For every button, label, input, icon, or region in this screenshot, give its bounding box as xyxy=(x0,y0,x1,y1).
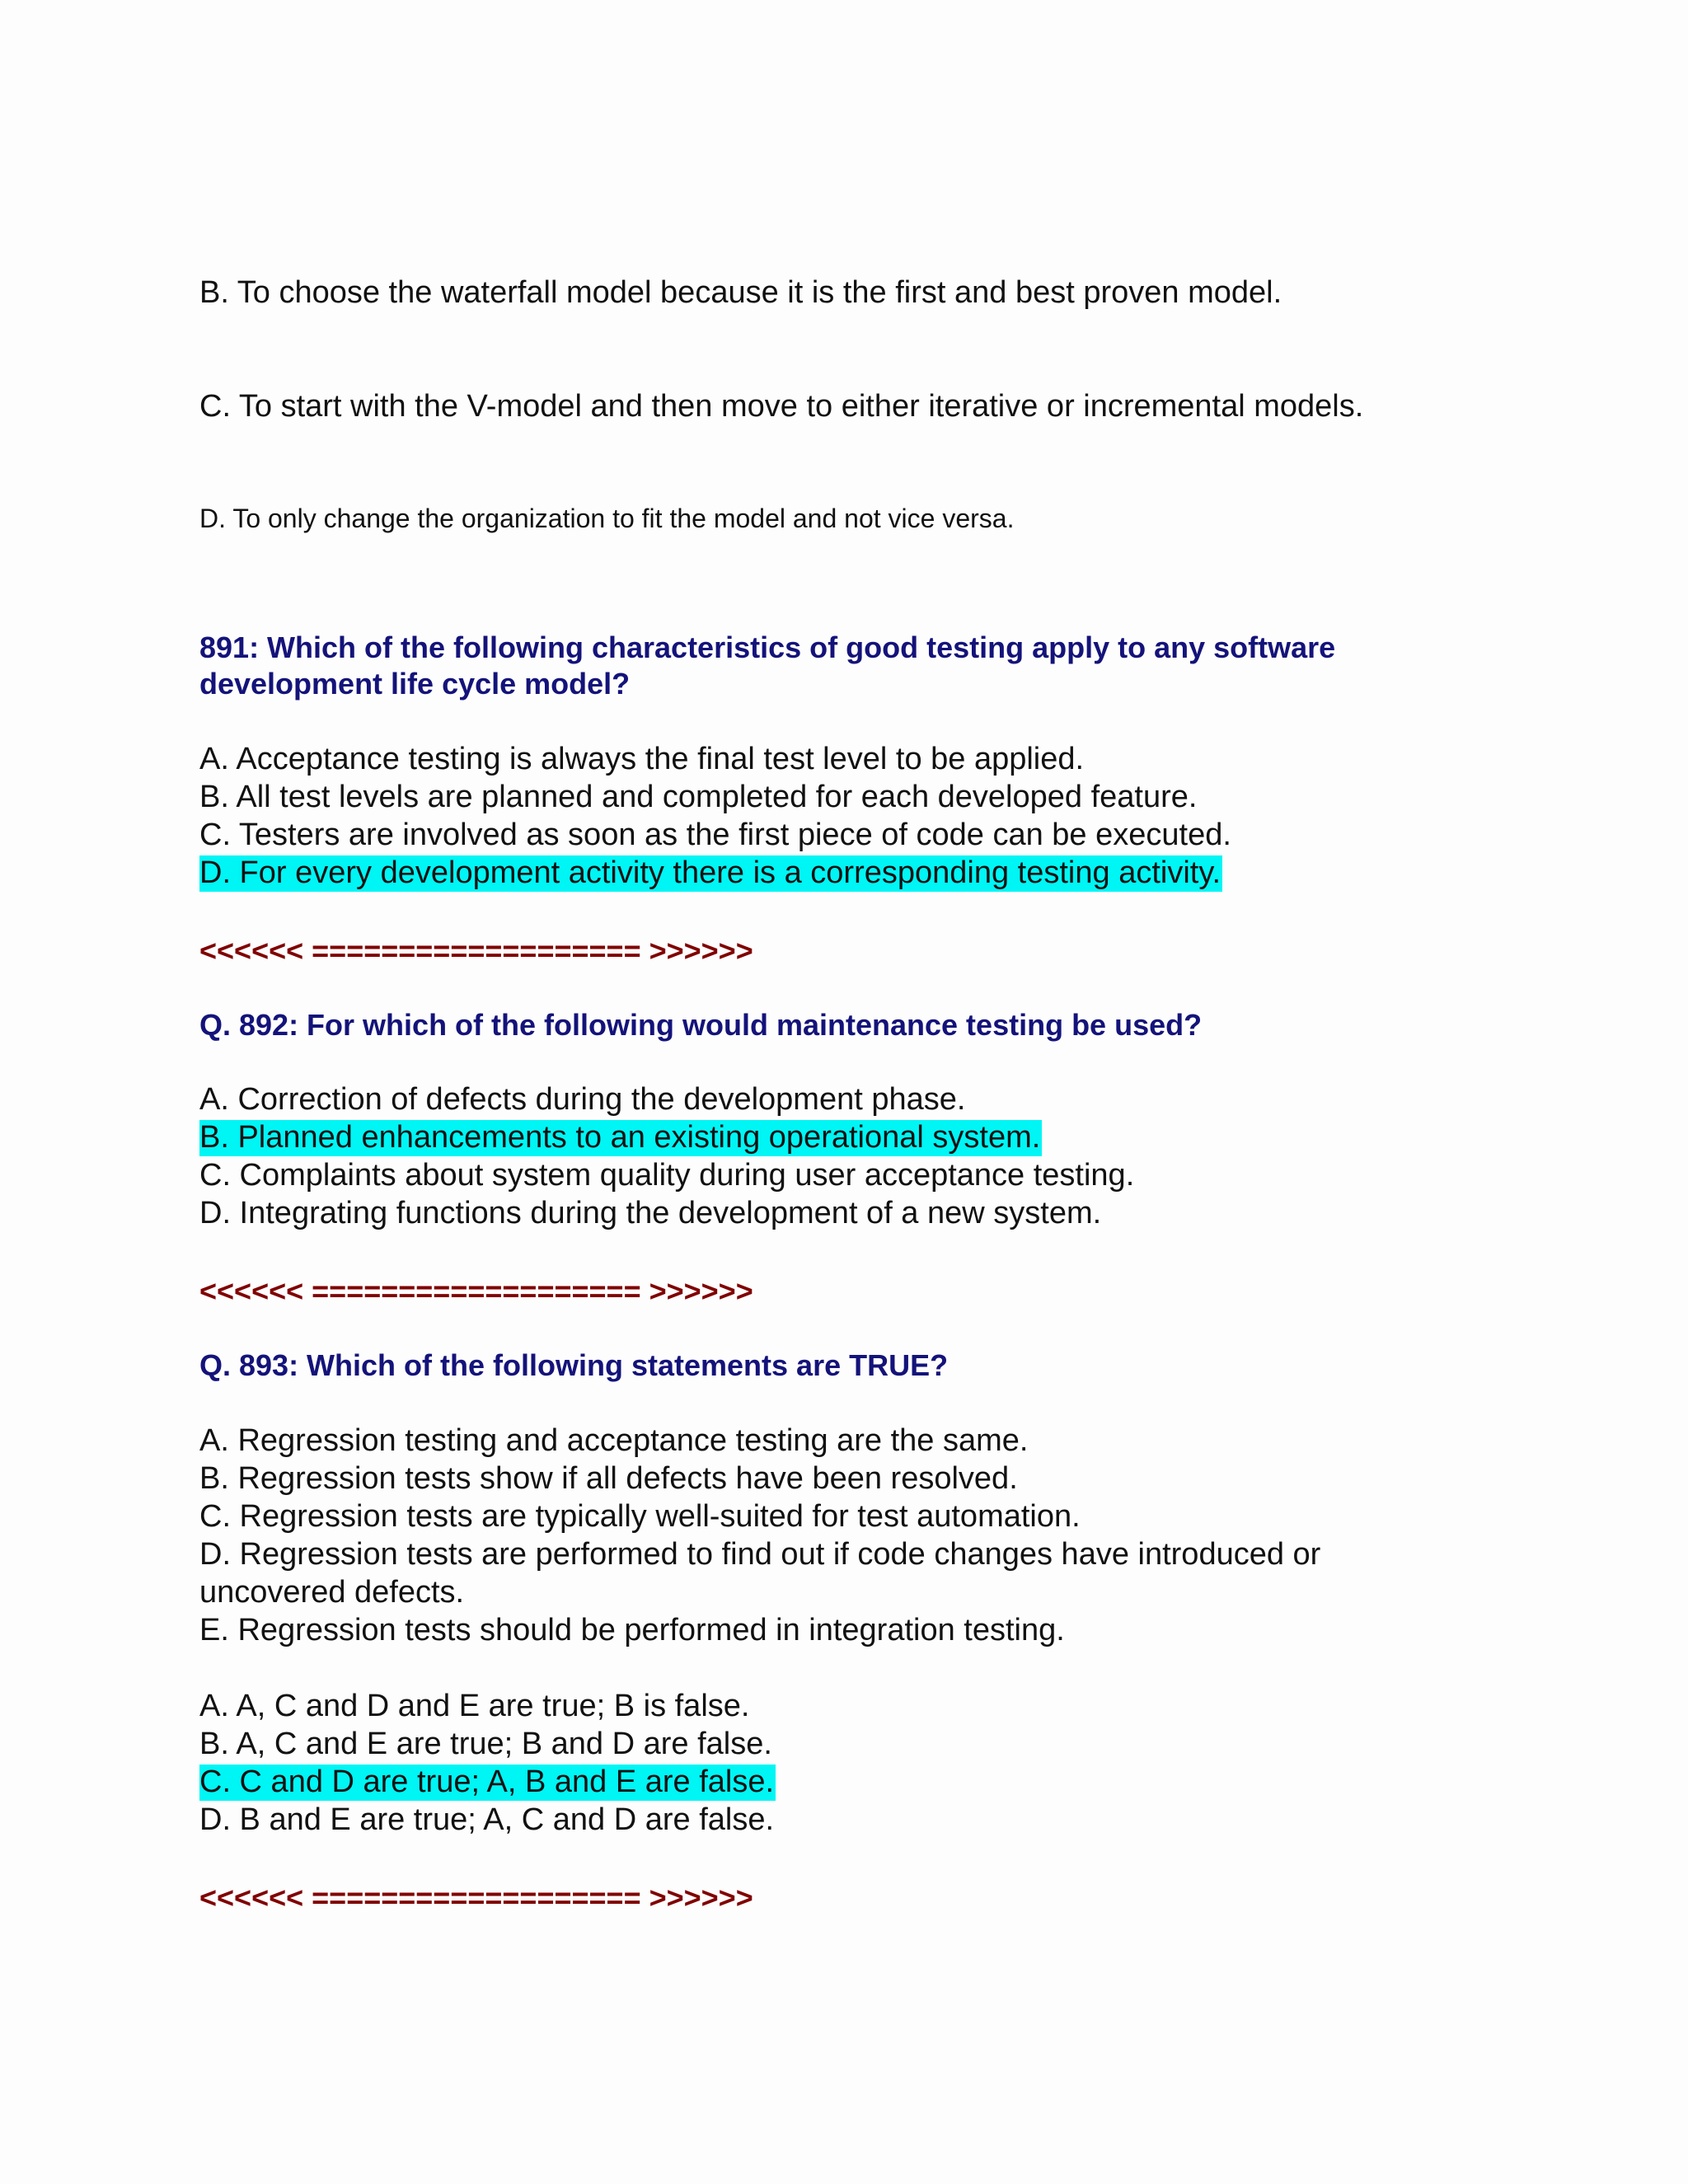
q891-option-a: A. Acceptance testing is always the final test level to be applied. xyxy=(199,742,1085,776)
q893-statement-c: C. Regression tests are typically well-suited for test automation. xyxy=(199,1499,1081,1534)
q893-option-a: A. A, C and D and E are true; B is false. xyxy=(199,1689,750,1723)
q891-option-c: C. Testers are involved as soon as the first piece of code can be executed. xyxy=(199,818,1231,852)
q893-option-b: B. A, C and E are true; B and D are false. xyxy=(199,1727,772,1761)
q891-option-d-highlighted xyxy=(199,855,1222,892)
question-891-title-line2: development life cycle model? xyxy=(199,667,631,701)
q892-option-d: D. Integrating functions during the development of a new system. xyxy=(199,1196,1102,1230)
question-893-title: Q. 893: Which of the following statements are TRUE? xyxy=(199,1348,949,1382)
question-892-title: Q. 892: For which of the following would maintenance testing be used? xyxy=(199,1008,1203,1042)
q893-statement-d-continued: uncovered defects. xyxy=(199,1575,465,1610)
q891-option-b: B. All test levels are planned and completed for each developed feature. xyxy=(199,780,1198,814)
q893-statement-e: E. Regression tests should be performed in integration testing. xyxy=(199,1613,1065,1647)
answer-highlight: B. Planned enhancements to an existing operational system. xyxy=(199,1120,1041,1155)
answer-highlight: C. C and D are true; A, B and E are false. xyxy=(199,1765,775,1799)
q893-statement-b: B. Regression tests show if all defects have been resolved. xyxy=(199,1461,1018,1496)
q892-option-a: A. Correction of defects during the development phase. xyxy=(199,1082,966,1117)
answer-highlight: D. For every development activity there is a corresponding testing activity. xyxy=(199,855,1221,890)
q892-option-b-highlighted xyxy=(199,1120,1042,1156)
q893-option-d: D. B and E are true; A, C and D are false. xyxy=(199,1802,775,1837)
q892-option-c: C. Complaints about system quality during user acceptance testing. xyxy=(199,1158,1135,1193)
separator: <<<<<< =================== >>>>>> xyxy=(199,1881,753,1915)
question-891-title-line1: 891: Which of the following characteristics of good testing apply to any software xyxy=(199,630,1336,664)
separator: <<<<<< =================== >>>>>> xyxy=(199,934,753,968)
q893-statement-d: D. Regression tests are performed to find out if code changes have introduced or xyxy=(199,1537,1321,1572)
prev-option-c: C. To start with the V-model and then move to either iterative or incremental models. xyxy=(199,389,1364,424)
prev-option-b: B. To choose the waterfall model because it is the first and best proven model. xyxy=(199,275,1282,310)
separator: <<<<<< =================== >>>>>> xyxy=(199,1274,753,1308)
q893-option-c-highlighted xyxy=(199,1765,776,1801)
prev-option-d: D. To only change the organization to fit the model and not vice versa. xyxy=(199,504,1015,533)
q893-statement-a: A. Regression testing and acceptance testing are the same. xyxy=(199,1423,1029,1458)
